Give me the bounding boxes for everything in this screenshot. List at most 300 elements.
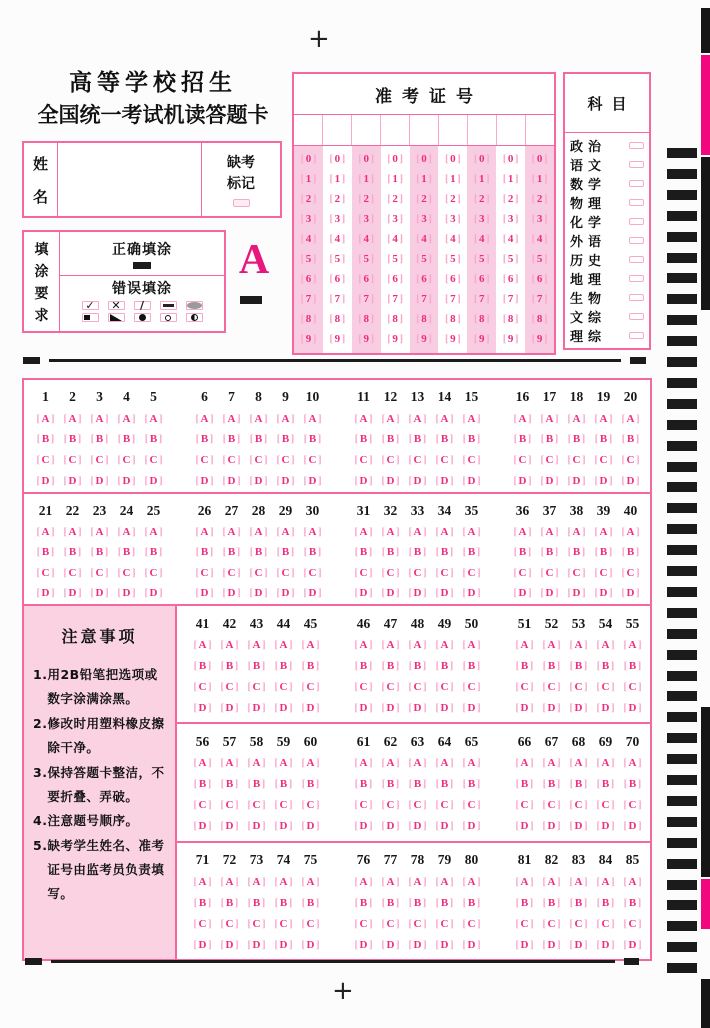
option-bubble[interactable]: [ D ] <box>195 476 213 487</box>
option-bubble[interactable]: [ A ] <box>117 527 135 538</box>
option-bubble[interactable]: [ C ] <box>249 455 267 466</box>
option-bubble[interactable]: [ A ] <box>567 527 585 538</box>
option-bubble[interactable]: [ C ] <box>381 800 399 811</box>
digit-bubble[interactable]: [ 8 ] <box>416 314 432 325</box>
option-bubble[interactable]: [ A ] <box>623 640 641 651</box>
option-bubble[interactable]: [ C ] <box>462 682 480 693</box>
option-bubble[interactable]: [ D ] <box>435 703 453 714</box>
option-bubble[interactable]: [ A ] <box>63 414 81 425</box>
subject-fill-box[interactable] <box>629 218 644 225</box>
option-bubble[interactable]: [ C ] <box>540 568 558 579</box>
digit-bubble[interactable]: [ 0 ] <box>474 154 490 165</box>
option-bubble[interactable]: [ D ] <box>567 588 585 599</box>
digit-bubble[interactable]: [ 3 ] <box>301 214 317 225</box>
option-bubble[interactable]: [ B ] <box>595 547 613 558</box>
option-bubble[interactable]: [ D ] <box>515 940 533 951</box>
option-bubble[interactable]: [ A ] <box>195 414 213 425</box>
option-bubble[interactable]: [ A ] <box>513 414 531 425</box>
option-bubble[interactable]: [ A ] <box>117 414 135 425</box>
option-bubble[interactable]: [ A ] <box>621 414 639 425</box>
subject-fill-box[interactable] <box>629 275 644 282</box>
digit-bubble[interactable]: [ 5 ] <box>532 254 548 265</box>
option-bubble[interactable]: [ D ] <box>354 940 372 951</box>
option-bubble[interactable]: [ C ] <box>408 919 426 930</box>
digit-bubble[interactable]: [ 5 ] <box>329 254 345 265</box>
subject-fill-box[interactable] <box>629 237 644 244</box>
digit-bubble[interactable]: [ 9 ] <box>474 334 490 345</box>
option-bubble[interactable]: [ D ] <box>63 588 81 599</box>
option-bubble[interactable]: [ C ] <box>462 919 480 930</box>
option-bubble[interactable]: [ A ] <box>249 527 267 538</box>
digit-bubble[interactable]: [ 3 ] <box>416 214 432 225</box>
option-bubble[interactable]: [ B ] <box>541 434 559 445</box>
option-bubble[interactable]: [ A ] <box>220 640 238 651</box>
option-bubble[interactable]: [ C ] <box>542 682 560 693</box>
option-bubble[interactable]: [ A ] <box>90 414 108 425</box>
option-bubble[interactable]: [ B ] <box>196 434 214 445</box>
option-bubble[interactable]: [ B ] <box>543 898 561 909</box>
option-bubble[interactable]: [ B ] <box>436 898 454 909</box>
option-bubble[interactable]: [ B ] <box>355 779 373 790</box>
digit-bubble[interactable]: [ 5 ] <box>503 254 519 265</box>
option-bubble[interactable]: [ C ] <box>274 800 292 811</box>
option-bubble[interactable]: [ D ] <box>303 476 321 487</box>
option-bubble[interactable]: [ A ] <box>513 527 531 538</box>
option-bubble[interactable]: [ C ] <box>408 568 426 579</box>
option-bubble[interactable]: [ C ] <box>276 455 294 466</box>
digit-bubble[interactable]: [ 5 ] <box>416 254 432 265</box>
option-bubble[interactable]: [ B ] <box>570 779 588 790</box>
digit-bubble[interactable]: [ 9 ] <box>445 334 461 345</box>
option-bubble[interactable]: [ D ] <box>276 476 294 487</box>
option-bubble[interactable]: [ A ] <box>63 527 81 538</box>
option-bubble[interactable]: [ A ] <box>276 527 294 538</box>
digit-bubble[interactable]: [ 1 ] <box>387 174 403 185</box>
option-bubble[interactable]: [ A ] <box>569 877 587 888</box>
digit-bubble[interactable]: [ 2 ] <box>474 194 490 205</box>
option-bubble[interactable]: [ B ] <box>223 434 241 445</box>
option-bubble[interactable]: [ D ] <box>354 703 372 714</box>
digit-bubble[interactable]: [ 3 ] <box>503 214 519 225</box>
option-bubble[interactable]: [ D ] <box>462 821 480 832</box>
option-bubble[interactable]: [ C ] <box>303 455 321 466</box>
option-bubble[interactable]: [ A ] <box>354 414 372 425</box>
digit-bubble[interactable]: [ 5 ] <box>474 254 490 265</box>
digit-bubble[interactable]: [ 9 ] <box>503 334 519 345</box>
option-bubble[interactable]: [ C ] <box>381 682 399 693</box>
digit-bubble[interactable]: [ 8 ] <box>532 314 548 325</box>
option-bubble[interactable]: [ A ] <box>301 640 319 651</box>
option-bubble[interactable]: [ B ] <box>597 661 615 672</box>
digit-bubble[interactable]: [ 6 ] <box>416 274 432 285</box>
option-bubble[interactable]: [ B ] <box>463 898 481 909</box>
option-bubble[interactable]: [ D ] <box>301 821 319 832</box>
option-bubble[interactable]: [ B ] <box>355 434 373 445</box>
option-bubble[interactable]: [ C ] <box>540 455 558 466</box>
digit-bubble[interactable]: [ 8 ] <box>474 314 490 325</box>
ticket-write-cell[interactable] <box>294 115 323 145</box>
option-bubble[interactable]: [ C ] <box>462 800 480 811</box>
option-bubble[interactable]: [ C ] <box>63 568 81 579</box>
digit-bubble[interactable]: [ 8 ] <box>445 314 461 325</box>
option-bubble[interactable]: [ C ] <box>621 455 639 466</box>
option-bubble[interactable]: [ D ] <box>515 703 533 714</box>
subject-fill-box[interactable] <box>629 161 644 168</box>
digit-bubble[interactable]: [ 9 ] <box>358 334 374 345</box>
option-bubble[interactable]: [ A ] <box>462 527 480 538</box>
digit-bubble[interactable]: [ 6 ] <box>532 274 548 285</box>
digit-bubble[interactable]: [ 4 ] <box>503 234 519 245</box>
option-bubble[interactable]: [ D ] <box>249 476 267 487</box>
option-bubble[interactable]: [ A ] <box>222 527 240 538</box>
subject-fill-box[interactable] <box>629 142 644 149</box>
option-bubble[interactable]: [ C ] <box>193 919 211 930</box>
option-bubble[interactable]: [ B ] <box>194 898 212 909</box>
option-bubble[interactable]: [ D ] <box>117 476 135 487</box>
option-bubble[interactable]: [ D ] <box>274 940 292 951</box>
option-bubble[interactable]: [ D ] <box>540 476 558 487</box>
option-bubble[interactable]: [ D ] <box>596 703 614 714</box>
option-bubble[interactable]: [ B ] <box>570 661 588 672</box>
digit-bubble[interactable]: [ 2 ] <box>301 194 317 205</box>
digit-bubble[interactable]: [ 5 ] <box>387 254 403 265</box>
option-bubble[interactable]: [ C ] <box>623 800 641 811</box>
digit-bubble[interactable]: [ 3 ] <box>387 214 403 225</box>
option-bubble[interactable]: [ B ] <box>145 434 163 445</box>
option-bubble[interactable]: [ B ] <box>302 661 320 672</box>
option-bubble[interactable]: [ C ] <box>462 568 480 579</box>
option-bubble[interactable]: [ A ] <box>408 414 426 425</box>
option-bubble[interactable]: [ A ] <box>462 640 480 651</box>
option-bubble[interactable]: [ B ] <box>463 547 481 558</box>
option-bubble[interactable]: [ D ] <box>63 476 81 487</box>
option-bubble[interactable]: [ A ] <box>462 877 480 888</box>
option-bubble[interactable]: [ D ] <box>408 703 426 714</box>
option-bubble[interactable]: [ D ] <box>381 588 399 599</box>
option-bubble[interactable]: [ B ] <box>275 898 293 909</box>
option-bubble[interactable]: [ B ] <box>221 898 239 909</box>
option-bubble[interactable]: [ C ] <box>594 568 612 579</box>
digit-bubble[interactable]: [ 2 ] <box>503 194 519 205</box>
option-bubble[interactable]: [ D ] <box>435 476 453 487</box>
option-bubble[interactable]: [ D ] <box>621 476 639 487</box>
digit-bubble[interactable]: [ 7 ] <box>387 294 403 305</box>
option-bubble[interactable]: [ C ] <box>301 800 319 811</box>
option-bubble[interactable]: [ D ] <box>513 476 531 487</box>
option-bubble[interactable]: [ D ] <box>569 940 587 951</box>
digit-bubble[interactable]: [ 1 ] <box>445 174 461 185</box>
digit-bubble[interactable]: [ 5 ] <box>445 254 461 265</box>
option-bubble[interactable]: [ A ] <box>408 758 426 769</box>
option-bubble[interactable]: [ C ] <box>567 455 585 466</box>
option-bubble[interactable]: [ A ] <box>408 877 426 888</box>
option-bubble[interactable]: [ C ] <box>596 682 614 693</box>
option-bubble[interactable]: [ B ] <box>463 661 481 672</box>
option-bubble[interactable]: [ D ] <box>354 588 372 599</box>
option-bubble[interactable]: [ A ] <box>274 877 292 888</box>
ticket-write-cell[interactable] <box>410 115 439 145</box>
option-bubble[interactable]: [ D ] <box>354 821 372 832</box>
option-bubble[interactable]: [ C ] <box>220 682 238 693</box>
option-bubble[interactable]: [ C ] <box>354 682 372 693</box>
option-bubble[interactable]: [ A ] <box>354 877 372 888</box>
option-bubble[interactable]: [ A ] <box>542 877 560 888</box>
option-bubble[interactable]: [ B ] <box>409 661 427 672</box>
option-bubble[interactable]: [ C ] <box>195 455 213 466</box>
option-bubble[interactable]: [ C ] <box>623 682 641 693</box>
option-bubble[interactable]: [ B ] <box>622 434 640 445</box>
digit-bubble[interactable]: [ 4 ] <box>416 234 432 245</box>
option-bubble[interactable]: [ A ] <box>249 414 267 425</box>
digit-bubble[interactable]: [ 2 ] <box>387 194 403 205</box>
option-bubble[interactable]: [ B ] <box>514 434 532 445</box>
name-input-area[interactable] <box>58 143 202 216</box>
option-bubble[interactable]: [ B ] <box>516 661 534 672</box>
option-bubble[interactable]: [ D ] <box>144 588 162 599</box>
option-bubble[interactable]: [ B ] <box>463 434 481 445</box>
option-bubble[interactable]: [ D ] <box>462 588 480 599</box>
digit-bubble[interactable]: [ 1 ] <box>532 174 548 185</box>
option-bubble[interactable]: [ C ] <box>435 682 453 693</box>
digit-bubble[interactable]: [ 0 ] <box>416 154 432 165</box>
option-bubble[interactable]: [ C ] <box>596 800 614 811</box>
option-bubble[interactable]: [ C ] <box>623 919 641 930</box>
option-bubble[interactable]: [ B ] <box>194 661 212 672</box>
option-bubble[interactable]: [ D ] <box>381 703 399 714</box>
option-bubble[interactable]: [ A ] <box>623 877 641 888</box>
option-bubble[interactable]: [ B ] <box>118 547 136 558</box>
option-bubble[interactable]: [ D ] <box>542 821 560 832</box>
option-bubble[interactable]: [ D ] <box>222 588 240 599</box>
option-bubble[interactable]: [ C ] <box>247 682 265 693</box>
option-bubble[interactable]: [ B ] <box>277 434 295 445</box>
option-bubble[interactable]: [ C ] <box>36 455 54 466</box>
option-bubble[interactable]: [ A ] <box>222 414 240 425</box>
option-bubble[interactable]: [ C ] <box>542 800 560 811</box>
option-bubble[interactable]: [ B ] <box>568 547 586 558</box>
option-bubble[interactable]: [ D ] <box>515 821 533 832</box>
subject-fill-box[interactable] <box>629 294 644 301</box>
option-bubble[interactable]: [ D ] <box>596 940 614 951</box>
option-bubble[interactable]: [ A ] <box>193 758 211 769</box>
option-bubble[interactable]: [ C ] <box>303 568 321 579</box>
option-bubble[interactable]: [ A ] <box>435 877 453 888</box>
digit-bubble[interactable]: [ 1 ] <box>329 174 345 185</box>
option-bubble[interactable]: [ B ] <box>624 898 642 909</box>
digit-bubble[interactable]: [ 1 ] <box>416 174 432 185</box>
option-bubble[interactable]: [ A ] <box>220 758 238 769</box>
option-bubble[interactable]: [ A ] <box>247 877 265 888</box>
option-bubble[interactable]: [ B ] <box>382 898 400 909</box>
option-bubble[interactable]: [ C ] <box>596 919 614 930</box>
option-bubble[interactable]: [ D ] <box>301 703 319 714</box>
option-bubble[interactable]: [ D ] <box>249 588 267 599</box>
option-bubble[interactable]: [ C ] <box>381 568 399 579</box>
option-bubble[interactable]: [ D ] <box>247 821 265 832</box>
option-bubble[interactable]: [ D ] <box>540 588 558 599</box>
option-bubble[interactable]: [ A ] <box>195 527 213 538</box>
option-bubble[interactable]: [ A ] <box>462 758 480 769</box>
subject-fill-box[interactable] <box>629 256 644 263</box>
option-bubble[interactable]: [ A ] <box>596 877 614 888</box>
option-bubble[interactable]: [ B ] <box>463 779 481 790</box>
digit-bubble[interactable]: [ 0 ] <box>387 154 403 165</box>
option-bubble[interactable]: [ C ] <box>144 455 162 466</box>
option-bubble[interactable]: [ C ] <box>222 568 240 579</box>
ticket-write-cell[interactable] <box>526 115 554 145</box>
option-bubble[interactable]: [ D ] <box>462 940 480 951</box>
option-bubble[interactable]: [ A ] <box>569 640 587 651</box>
option-bubble[interactable]: [ A ] <box>435 527 453 538</box>
digit-bubble[interactable]: [ 0 ] <box>301 154 317 165</box>
option-bubble[interactable]: [ C ] <box>220 800 238 811</box>
option-bubble[interactable]: [ A ] <box>381 758 399 769</box>
option-bubble[interactable]: [ C ] <box>569 919 587 930</box>
option-bubble[interactable]: [ C ] <box>513 568 531 579</box>
subject-fill-box[interactable] <box>629 313 644 320</box>
option-bubble[interactable]: [ C ] <box>90 568 108 579</box>
digit-bubble[interactable]: [ 7 ] <box>358 294 374 305</box>
option-bubble[interactable]: [ A ] <box>594 527 612 538</box>
option-bubble[interactable]: [ B ] <box>622 547 640 558</box>
option-bubble[interactable]: [ D ] <box>435 940 453 951</box>
option-bubble[interactable]: [ B ] <box>597 898 615 909</box>
option-bubble[interactable]: [ C ] <box>220 919 238 930</box>
option-bubble[interactable]: [ A ] <box>542 640 560 651</box>
option-bubble[interactable]: [ C ] <box>36 568 54 579</box>
option-bubble[interactable]: [ C ] <box>354 919 372 930</box>
option-bubble[interactable]: [ B ] <box>541 547 559 558</box>
option-bubble[interactable]: [ C ] <box>195 568 213 579</box>
digit-bubble[interactable]: [ 7 ] <box>532 294 548 305</box>
option-bubble[interactable]: [ B ] <box>221 661 239 672</box>
option-bubble[interactable]: [ B ] <box>597 779 615 790</box>
option-bubble[interactable]: [ C ] <box>222 455 240 466</box>
digit-bubble[interactable]: [ 6 ] <box>474 274 490 285</box>
option-bubble[interactable]: [ C ] <box>63 455 81 466</box>
option-bubble[interactable]: [ D ] <box>354 476 372 487</box>
option-bubble[interactable]: [ A ] <box>515 758 533 769</box>
option-bubble[interactable]: [ B ] <box>595 434 613 445</box>
ticket-write-cell[interactable] <box>381 115 410 145</box>
option-bubble[interactable]: [ A ] <box>594 414 612 425</box>
digit-bubble[interactable]: [ 8 ] <box>503 314 519 325</box>
option-bubble[interactable]: [ D ] <box>623 940 641 951</box>
option-bubble[interactable]: [ D ] <box>301 940 319 951</box>
digit-bubble[interactable]: [ 7 ] <box>474 294 490 305</box>
option-bubble[interactable]: [ B ] <box>250 434 268 445</box>
option-bubble[interactable]: [ D ] <box>303 588 321 599</box>
option-bubble[interactable]: [ A ] <box>567 414 585 425</box>
option-bubble[interactable]: [ C ] <box>567 568 585 579</box>
option-bubble[interactable]: [ B ] <box>64 434 82 445</box>
option-bubble[interactable]: [ D ] <box>621 588 639 599</box>
digit-bubble[interactable]: [ 4 ] <box>301 234 317 245</box>
option-bubble[interactable]: [ B ] <box>514 547 532 558</box>
digit-bubble[interactable]: [ 1 ] <box>503 174 519 185</box>
option-bubble[interactable]: [ B ] <box>221 779 239 790</box>
option-bubble[interactable]: [ A ] <box>354 527 372 538</box>
option-bubble[interactable]: [ D ] <box>435 821 453 832</box>
digit-bubble[interactable]: [ 8 ] <box>301 314 317 325</box>
option-bubble[interactable]: [ D ] <box>193 703 211 714</box>
option-bubble[interactable]: [ B ] <box>568 434 586 445</box>
option-bubble[interactable]: [ A ] <box>596 758 614 769</box>
option-bubble[interactable]: [ C ] <box>354 455 372 466</box>
ticket-write-cell[interactable] <box>352 115 381 145</box>
digit-bubble[interactable]: [ 0 ] <box>445 154 461 165</box>
option-bubble[interactable]: [ C ] <box>515 800 533 811</box>
option-bubble[interactable]: [ D ] <box>408 476 426 487</box>
option-bubble[interactable]: [ B ] <box>409 547 427 558</box>
option-bubble[interactable]: [ A ] <box>303 527 321 538</box>
ticket-write-cell[interactable] <box>468 115 497 145</box>
option-bubble[interactable]: [ A ] <box>381 527 399 538</box>
option-bubble[interactable]: [ D ] <box>144 476 162 487</box>
digit-bubble[interactable]: [ 4 ] <box>358 234 374 245</box>
option-bubble[interactable]: [ B ] <box>516 898 534 909</box>
option-bubble[interactable]: [ B ] <box>91 434 109 445</box>
option-bubble[interactable]: [ C ] <box>435 919 453 930</box>
option-bubble[interactable]: [ C ] <box>594 455 612 466</box>
option-bubble[interactable]: [ A ] <box>144 527 162 538</box>
option-bubble[interactable]: [ D ] <box>247 703 265 714</box>
digit-bubble[interactable]: [ 6 ] <box>301 274 317 285</box>
option-bubble[interactable]: [ C ] <box>249 568 267 579</box>
option-bubble[interactable]: [ B ] <box>302 898 320 909</box>
option-bubble[interactable]: [ C ] <box>193 682 211 693</box>
digit-bubble[interactable]: [ 4 ] <box>387 234 403 245</box>
option-bubble[interactable]: [ B ] <box>275 661 293 672</box>
option-bubble[interactable]: [ B ] <box>543 661 561 672</box>
digit-bubble[interactable]: [ 7 ] <box>329 294 345 305</box>
option-bubble[interactable]: [ B ] <box>250 547 268 558</box>
option-bubble[interactable]: [ D ] <box>220 821 238 832</box>
option-bubble[interactable]: [ C ] <box>569 682 587 693</box>
digit-bubble[interactable]: [ 9 ] <box>416 334 432 345</box>
option-bubble[interactable]: [ C ] <box>301 682 319 693</box>
option-bubble[interactable]: [ C ] <box>569 800 587 811</box>
option-bubble[interactable]: [ D ] <box>117 588 135 599</box>
option-bubble[interactable]: [ D ] <box>567 476 585 487</box>
option-bubble[interactable]: [ C ] <box>435 800 453 811</box>
option-bubble[interactable]: [ C ] <box>247 800 265 811</box>
option-bubble[interactable]: [ A ] <box>90 527 108 538</box>
option-bubble[interactable]: [ C ] <box>621 568 639 579</box>
digit-bubble[interactable]: [ 7 ] <box>416 294 432 305</box>
option-bubble[interactable]: [ A ] <box>381 640 399 651</box>
ticket-write-cell[interactable] <box>323 115 352 145</box>
digit-bubble[interactable]: [ 6 ] <box>387 274 403 285</box>
option-bubble[interactable]: [ A ] <box>301 877 319 888</box>
option-bubble[interactable]: [ A ] <box>247 640 265 651</box>
option-bubble[interactable]: [ C ] <box>117 568 135 579</box>
digit-bubble[interactable]: [ 6 ] <box>445 274 461 285</box>
digit-bubble[interactable]: [ 0 ] <box>503 154 519 165</box>
option-bubble[interactable]: [ A ] <box>36 414 54 425</box>
digit-bubble[interactable]: [ 2 ] <box>445 194 461 205</box>
option-bubble[interactable]: [ B ] <box>37 434 55 445</box>
option-bubble[interactable]: [ B ] <box>382 547 400 558</box>
option-bubble[interactable]: [ D ] <box>222 476 240 487</box>
option-bubble[interactable]: [ B ] <box>37 547 55 558</box>
option-bubble[interactable]: [ D ] <box>594 588 612 599</box>
option-bubble[interactable]: [ A ] <box>515 877 533 888</box>
option-bubble[interactable]: [ A ] <box>596 640 614 651</box>
digit-bubble[interactable]: [ 7 ] <box>301 294 317 305</box>
option-bubble[interactable]: [ C ] <box>90 455 108 466</box>
option-bubble[interactable]: [ D ] <box>542 703 560 714</box>
